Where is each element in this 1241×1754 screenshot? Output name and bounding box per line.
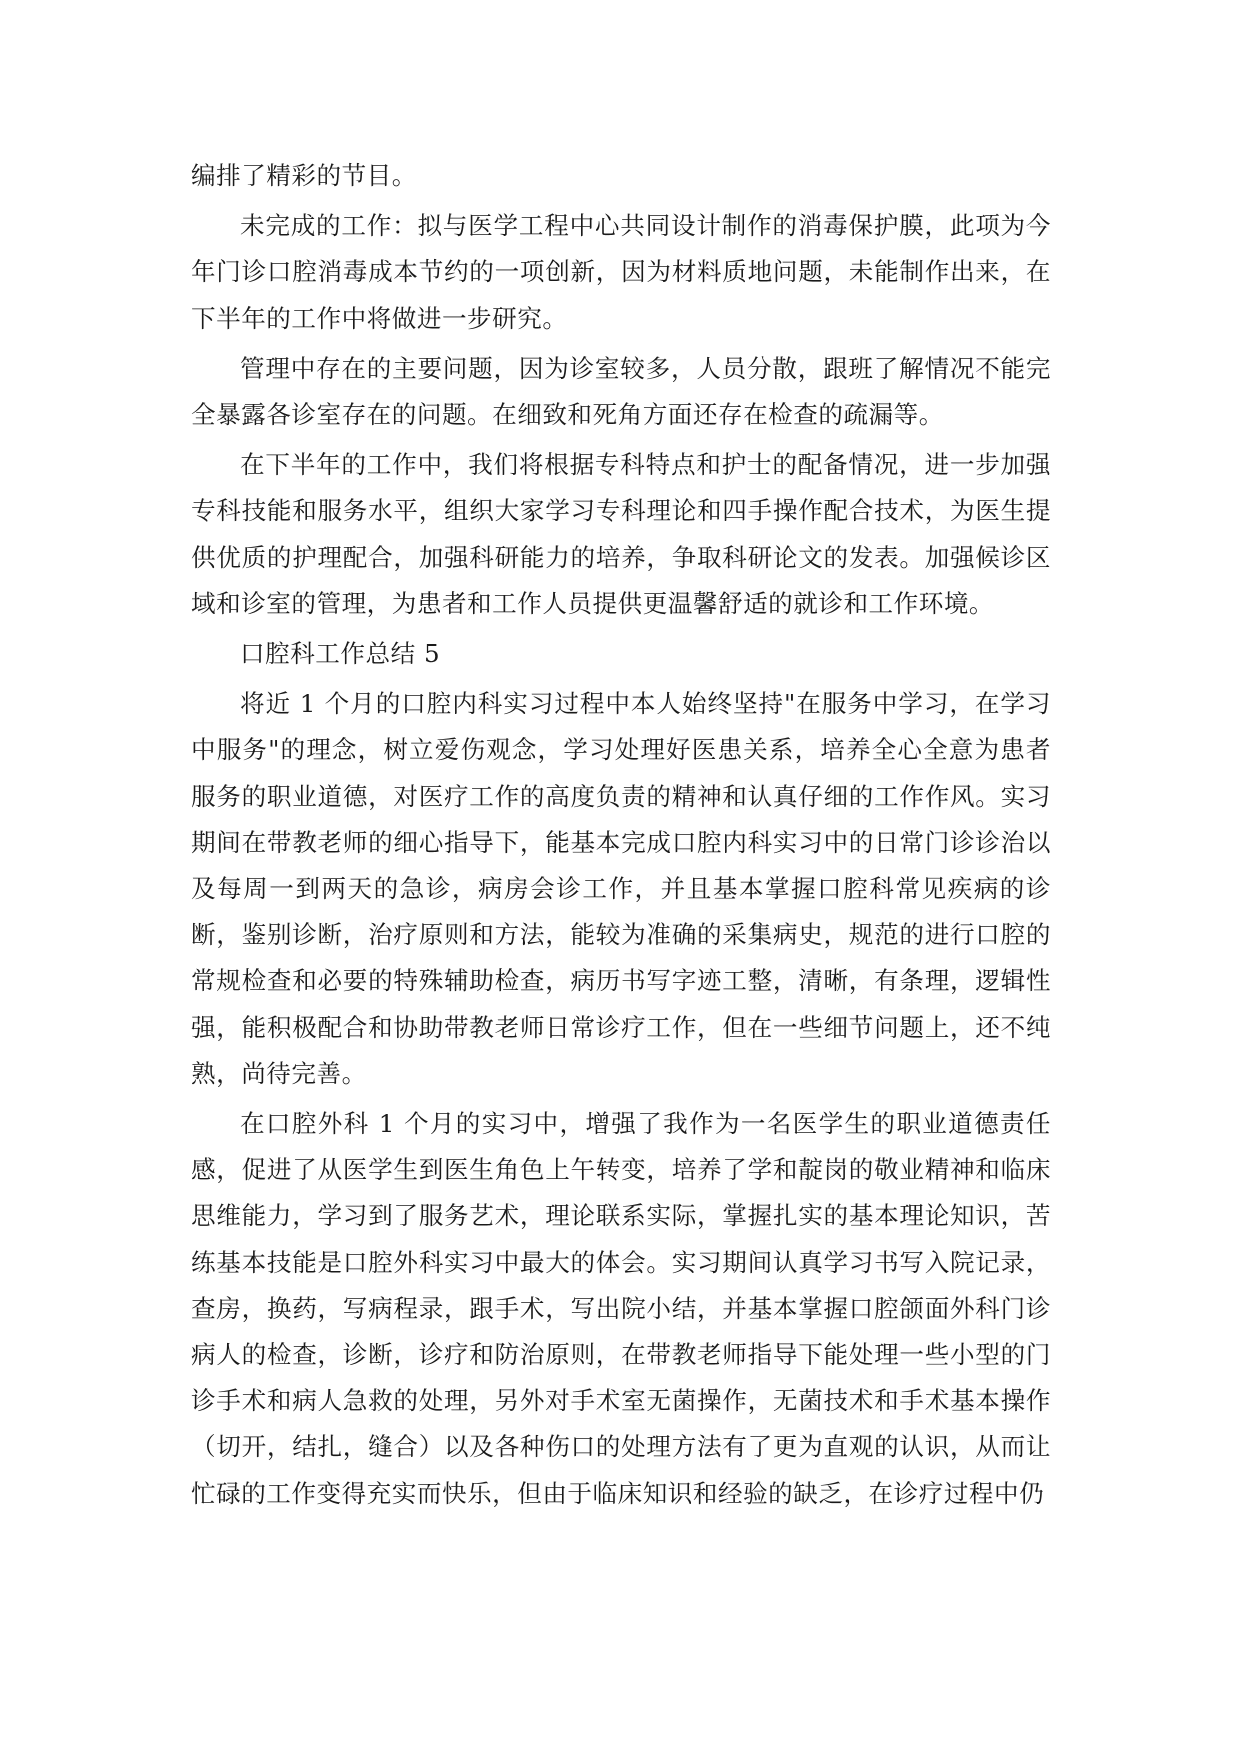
document-body	[191, 153, 1051, 1521]
paragraph-management-issues: 管理中存在的主要问题，因为诊室较多，人员分散，跟班了解情况不能完全暴露各诊室存在的问题。在细致和死角方面还存在检查的疏漏等。	[191, 353, 1051, 430]
paragraph-second-half-plan: 在下半年的工作中，我们将根据专科特点和护士的配备情况，进一步加强专科技能和服务水平，组织大家学习专科理论和四手操作配合技术，为医生提供优质的护理配合，加强科研能力的培养，争取科研论文的发表。加强候诊区域和诊室的管理，为患者和工作人员提供更温馨舒适的就诊和工作环境。	[191, 450, 1051, 618]
section-heading: 口腔科工作总结 5	[240, 639, 441, 669]
paragraph-oral-surgery: 在口腔外科 1 个月的实习中，增强了我作为一名医学生的职业道德责任感，促进了从医学生到医生角色上午转变，培养了学和靛岗的敬业精神和临床思维能力，学习到了服务艺术，理论联系实际，掌握扎实的基本理论知识，苦练基本技能是口腔外科实习中最大的体会。实习期间认真学习书写入院记录，查房，换药，写病程录，跟手术，写出院小结，并基本掌握口腔颌面外科门诊病人的检查，诊断，诊疗和防治原则，在带教老师指导下能处理一些小型的门诊手术和病人急救的处理，另外对手术室无菌操作，无菌技术和手术基本操作（切开，结扎，缝合）以及各种伤口的处理方法有了更为直观的认识，从而让忙碌的工作变得充实而快乐，但由于临床知识和经验的缺乏，在诊疗过程中仍	[191, 1109, 1051, 1508]
paragraph-1: 编排了精彩的节目。	[191, 161, 417, 190]
paragraph-unfinished-work: 未完成的工作：拟与医学工程中心共同设计制作的消毒保护膜，此项为今年门诊口腔消毒成本节约的一项创新，因为材料质地问题，未能制作出来，在下半年的工作中将做进一步研究。	[191, 211, 1051, 333]
paragraph-internal-medicine: 将近 1 个月的口腔内科实习过程中本人始终坚持"在服务中学习，在学习中服务"的理念，树立爱伤观念，学习处理好医患关系，培养全心全意为患者服务的职业道德，对医疗工作的高度负责的精神和认真仔细的工作作风。实习期间在带教老师的细心指导下，能基本完成口腔内科实习中的日常门诊诊治以及每周一到两天的急诊，病房会诊工作，并且基本掌握口腔科常见疾病的诊断，鉴别诊断，治疗原则和方法，能较为准确的采集病史，规范的进行口腔的常规检查和必要的特殊辅助检查，病历书写字迹工整，清晰，有条理，逻辑性强，能积极配合和协助带教老师日常诊疗工作，但在一些细节问题上，还不纯熟，尚待完善。	[191, 689, 1051, 1088]
